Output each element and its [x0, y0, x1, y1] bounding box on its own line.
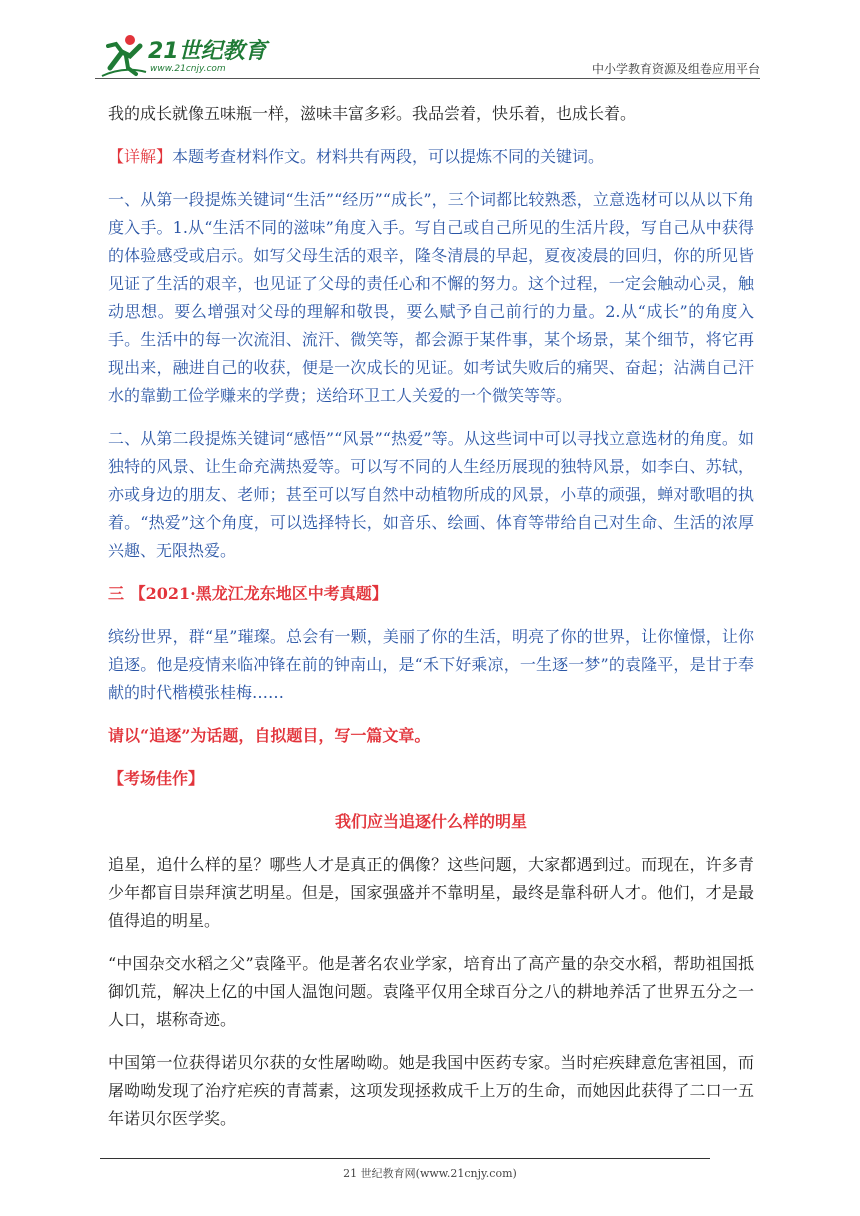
instruction-text: 请以“追逐”为话题，自拟题目，写一篇文章。 — [108, 726, 431, 745]
section-title: 【2021·黑龙江龙东地区中考真题】 — [129, 584, 388, 603]
page-header — [100, 30, 760, 80]
essay-paragraph-3: 中国第一位获得诺贝尔获的女性屠呦呦。她是我国中医药专家。当时疟疾肆意危害祖国，而屠呦呦发现了治疗疟疾的青蒿素，这项发现拯救成千上万的生命，而她因此获得了二口一五年诺贝尔医学奖。 — [108, 1053, 754, 1128]
detail-paragraph — [108, 143, 754, 171]
section-number: 三 — [108, 584, 125, 603]
essay-paragraph-1: 追星，追什么样的星？哪些人才是真正的偶像？这些问题，大家都遇到过。而现在，许多青少年都盲目崇拜演艺明星。但是，国家强盛并不靠明星，最终是靠科研人才。他们，才是最值得追的明星。 — [108, 855, 754, 930]
logo-text: 21世纪教育 — [148, 39, 267, 64]
essay-paragraph-2: “中国杂交水稻之父”袁隆平。他是著名农业学家，培育出了高产量的杂交水稻，帮助祖国抵御饥荒，解决上亿的中国人温饱问题。袁隆平仅用全球百分之八的耕地养活了世界五分之一人口，堪称奇迹。 — [108, 954, 754, 1029]
analysis-paragraph-2: 二、从第二段提炼关键词“感悟”“风景”“热爱”等。从这些词中可以寻找立意选材的角度。如独特的风景、让生命充满热爱等。可以写不同的人生经历展现的独特风景，如李白、苏轼，亦或身边的朋友、老师；甚至可以写自然中动植物所成的风景，小草的顽强，蝉对歌唱的执着。“热爱”这个角度，可以选择特长，如音乐、绘画、体育等带给自己对生命、生活的浓厚兴趣、无限热爱。 — [108, 429, 754, 560]
detail-label: 【详解】 — [108, 147, 173, 166]
runner-logo-icon — [100, 32, 148, 78]
logo-url: www.21cnjy.com — [150, 64, 226, 74]
essay-title: 我们应当追逐什么样的明星 — [334, 812, 527, 831]
site-logo[interactable] — [100, 32, 270, 78]
prompt-paragraph: 缤纷世界，群“星”璀璨。总会有一颗，美丽了你的生活，明亮了你的世界，让你憧憬，让你追逐。他是疫情来临冲锋在前的钟南山，是“禾下好乘凉，一生逐一梦”的袁隆平，是甘于奉献的时代楷模张桂梅…… — [108, 627, 754, 702]
analysis-paragraph-1: 一、从第一段提炼关键词“生活”“经历”“成长”，三个词都比较熟悉，立意选材可以从以下角度入手。1.从“生活不同的滋味”角度入手。写自己或自己所见的生活片段，写自己从中获得的体验感受或启示。如写父母生活的艰辛，隆冬清晨的早起，夏夜凌晨的回归，你的所见皆见证了生活的艰辛，也见证了父母的责任心和不懈的努力。这个过程，一定会触动心灵，触动思想。要么增强对父母的理解和敬畏，要么赋予自己前行的力量。2.从“成长”的角度入手。生活中的每一次流泪、流汗、微笑等，都会源于某件事，某个场景，某个细节，将它再现出来，融进自己的收获，便是一次成长的见证。如考试失败后的痛哭、奋起；沾满自己汗水的靠勤工俭学赚来的学费；送给环卫工人关爱的一个微笑等等。 — [108, 190, 754, 405]
platform-name: 中小学教育资源及组卷应用平台 — [591, 62, 760, 76]
document-body — [108, 100, 754, 1148]
detail-text: 本题考查材料作文。材料共有两段，可以提炼不同的关键词。 — [172, 147, 605, 166]
footer-divider — [100, 1158, 710, 1159]
page-footer: 21 世纪教育网(www.21cnjy.com) — [343, 1167, 517, 1180]
header-divider — [95, 78, 760, 79]
section-heading — [108, 580, 754, 608]
essay-label: 【考场佳作】 — [108, 769, 205, 788]
paragraph-intro: 我的成长就像五味瓶一样，滋味丰富多彩。我品尝着，快乐着，也成长着。 — [108, 104, 637, 123]
